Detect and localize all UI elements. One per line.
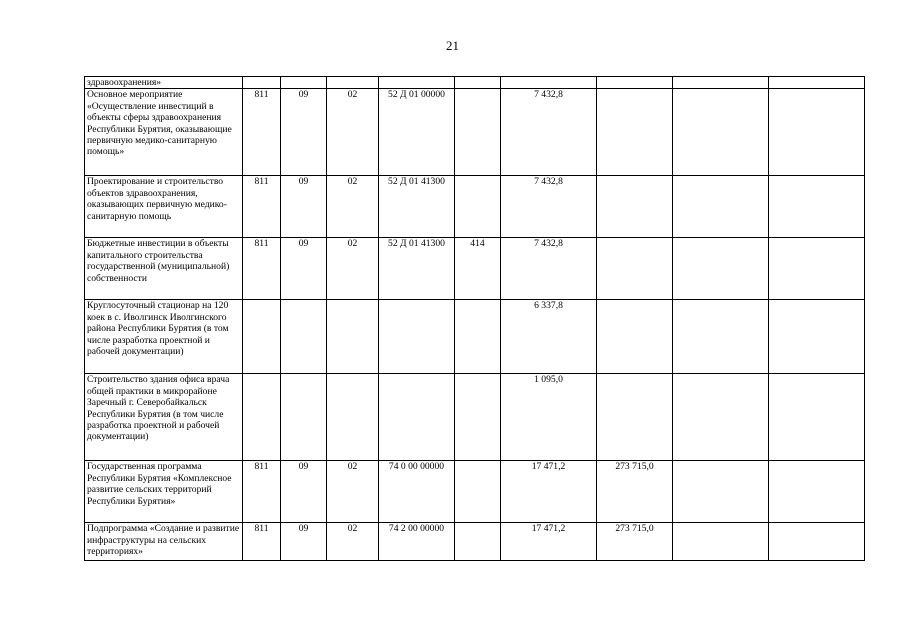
row-sum-2 <box>597 89 673 176</box>
row-sum-4 <box>769 461 865 523</box>
row-pr: 02 <box>327 523 379 561</box>
row-ved <box>243 77 281 89</box>
table-row <box>85 523 865 561</box>
row-ved: 811 <box>243 238 281 300</box>
row-vr: 414 <box>455 238 501 300</box>
row-sum-4 <box>769 77 865 89</box>
row-pr <box>327 77 379 89</box>
row-ved: 811 <box>243 523 281 561</box>
row-csr <box>379 77 455 89</box>
row-sum-1: 7 432,8 <box>501 176 597 238</box>
table-row <box>85 77 865 89</box>
row-name: здравоохранения» <box>85 77 243 89</box>
row-ved <box>243 300 281 374</box>
row-vr <box>455 374 501 461</box>
row-pr: 02 <box>327 89 379 176</box>
row-sum-2 <box>597 77 673 89</box>
row-sum-4 <box>769 238 865 300</box>
row-sum-2 <box>597 300 673 374</box>
row-sum-1: 1 095,0 <box>501 374 597 461</box>
row-sum-2: 273 715,0 <box>597 523 673 561</box>
table-row <box>85 89 865 176</box>
row-csr: 74 2 00 00000 <box>379 523 455 561</box>
row-vr <box>455 300 501 374</box>
row-name: Проектирование и строительство объектов здравоохранения, оказывающих первичную медико-санитарную помощь <box>85 176 243 238</box>
row-rz <box>281 77 327 89</box>
table-row <box>85 461 865 523</box>
table-row <box>85 300 865 374</box>
row-sum-2 <box>597 238 673 300</box>
table-row <box>85 374 865 461</box>
row-pr: 02 <box>327 176 379 238</box>
row-csr: 74 0 00 00000 <box>379 461 455 523</box>
row-ved <box>243 374 281 461</box>
row-sum-3 <box>673 89 769 176</box>
row-rz: 09 <box>281 238 327 300</box>
row-sum-3 <box>673 300 769 374</box>
row-csr: 52 Д 01 41300 <box>379 238 455 300</box>
row-vr <box>455 89 501 176</box>
row-sum-1: 17 471,2 <box>501 523 597 561</box>
row-vr <box>455 523 501 561</box>
row-ved: 811 <box>243 89 281 176</box>
row-name: Подпрограмма «Создание и развитие инфраструктуры на сельских территориях» <box>85 523 243 561</box>
page-number: 21 <box>446 38 459 53</box>
row-vr <box>455 77 501 89</box>
row-sum-4 <box>769 176 865 238</box>
row-sum-3 <box>673 238 769 300</box>
row-sum-3 <box>673 374 769 461</box>
row-sum-1 <box>501 77 597 89</box>
row-name: Круглосуточный стационар на 120 коек в с. Иволгинск Иволгинского района Республики Бурятия (в том числе разработка проектной и рабочей документации) <box>85 300 243 374</box>
row-csr <box>379 374 455 461</box>
row-vr <box>455 176 501 238</box>
row-sum-3 <box>673 523 769 561</box>
row-sum-3 <box>673 77 769 89</box>
budget-table <box>84 76 865 561</box>
table-row <box>85 176 865 238</box>
row-csr: 52 Д 01 00000 <box>379 89 455 176</box>
row-sum-2 <box>597 176 673 238</box>
row-ved: 811 <box>243 176 281 238</box>
row-sum-4 <box>769 523 865 561</box>
row-name: Бюджетные инвестиции в объекты капитального строительства государственной (муниципальной) собственности <box>85 238 243 300</box>
row-csr <box>379 300 455 374</box>
row-sum-4 <box>769 89 865 176</box>
row-rz <box>281 374 327 461</box>
row-sum-4 <box>769 374 865 461</box>
row-rz: 09 <box>281 461 327 523</box>
row-sum-2 <box>597 374 673 461</box>
row-name: Строительство здания офиса врача общей практики в микрорайоне Заречный г. Северобайкальск Республики Бурятия (в том числе разработка проектной и рабочей документации) <box>85 374 243 461</box>
table-row <box>85 238 865 300</box>
row-sum-4 <box>769 300 865 374</box>
row-pr: 02 <box>327 238 379 300</box>
row-rz <box>281 300 327 374</box>
row-rz: 09 <box>281 523 327 561</box>
row-sum-1: 17 471,2 <box>501 461 597 523</box>
row-sum-1: 7 432,8 <box>501 238 597 300</box>
row-rz: 09 <box>281 176 327 238</box>
row-csr: 52 Д 01 41300 <box>379 176 455 238</box>
row-pr <box>327 300 379 374</box>
row-sum-3 <box>673 176 769 238</box>
row-name: Основное мероприятие «Осуществление инвестиций в объекты сферы здравоохранения Республики Бурятия, оказывающие первичную медико-санитарную помощь» <box>85 89 243 176</box>
row-sum-1: 7 432,8 <box>501 89 597 176</box>
row-sum-3 <box>673 461 769 523</box>
row-name: Государственная программа Республики Бурятия «Комплексное развитие сельских территорий Республики Бурятия» <box>85 461 243 523</box>
row-rz: 09 <box>281 89 327 176</box>
row-ved: 811 <box>243 461 281 523</box>
row-pr <box>327 374 379 461</box>
row-pr: 02 <box>327 461 379 523</box>
row-sum-2: 273 715,0 <box>597 461 673 523</box>
row-sum-1: 6 337,8 <box>501 300 597 374</box>
row-vr <box>455 461 501 523</box>
